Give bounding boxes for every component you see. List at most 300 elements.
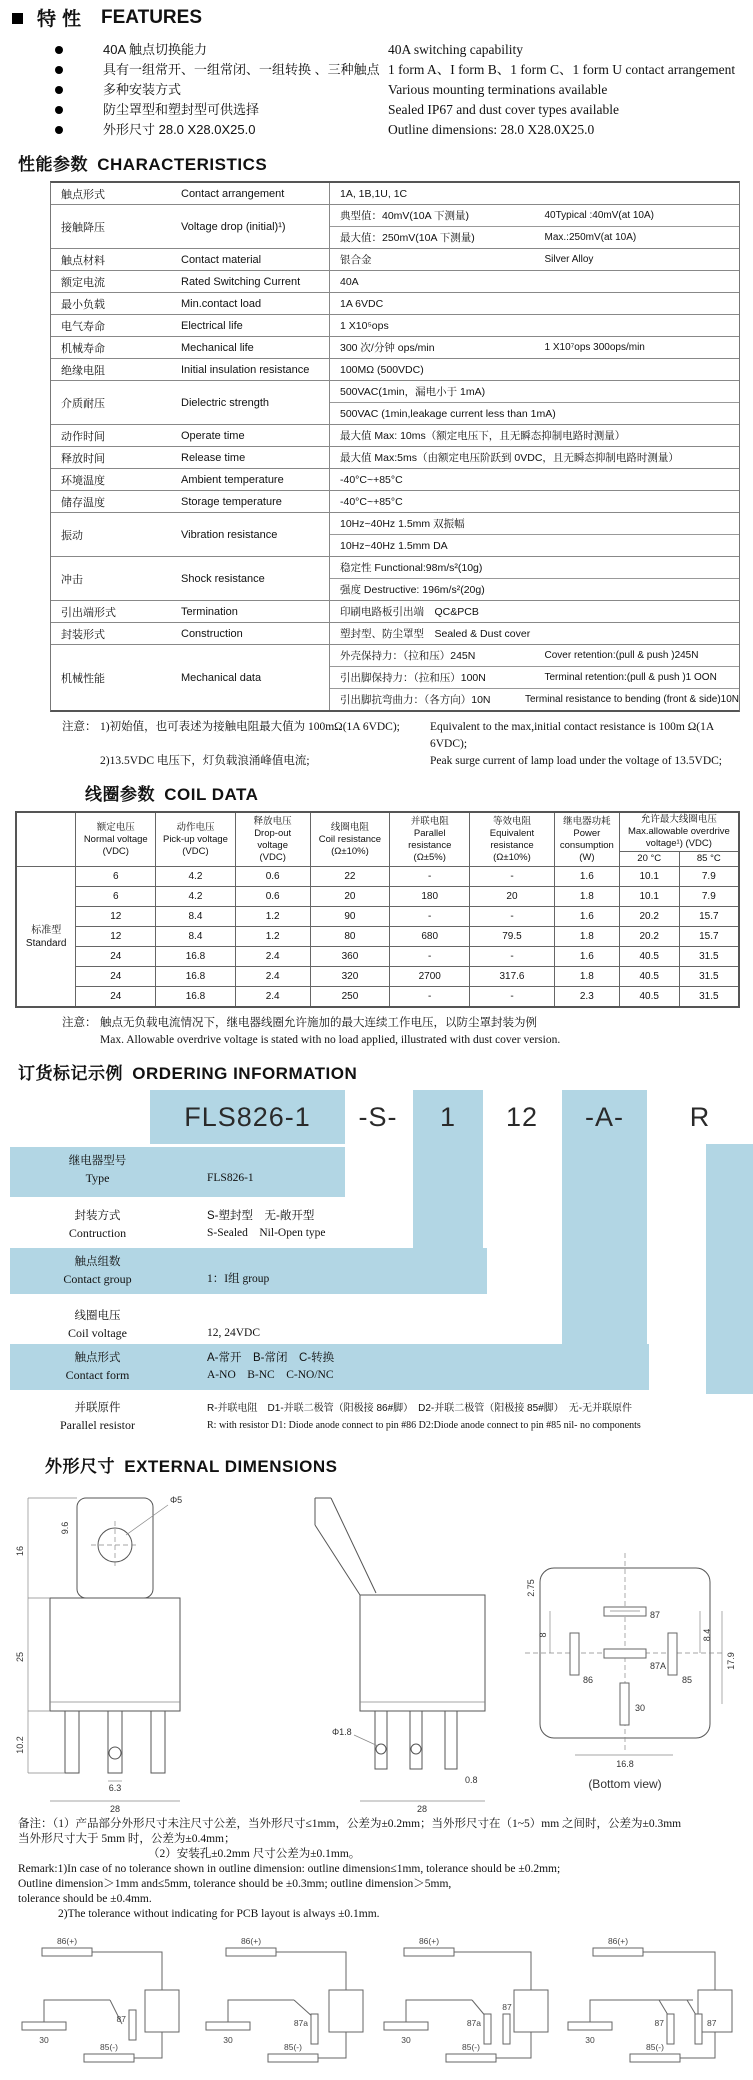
coil-cell: 31.5 xyxy=(679,947,739,967)
row-label-en: Shock resistance xyxy=(181,572,265,585)
value-line xyxy=(330,315,739,336)
coil-group-header xyxy=(16,812,76,867)
header-en: Max.allowable overdrive xyxy=(627,826,730,837)
value-line xyxy=(330,688,739,710)
row-label-en: Storage temperature xyxy=(181,495,282,508)
coil-cell: 180 xyxy=(390,887,470,907)
dim-body-height: 25 xyxy=(15,1651,25,1663)
feature-cn: 多种安装方式 xyxy=(103,82,182,97)
dim-tab-height: 16 xyxy=(15,1545,25,1557)
header-unit: (Ω±10%) xyxy=(331,845,369,857)
row-label-en: Release time xyxy=(181,451,246,464)
feature-cn: 防尘罩型和塑封型可供选择 xyxy=(103,102,260,117)
ordering-row-content xyxy=(0,1202,753,1242)
feature-en: 1 form A、I form B、1 form C、1 form U contact arrangement xyxy=(388,62,736,77)
value-cell: 100MΩ (500VDC) xyxy=(340,363,424,376)
row-label-cn: 介质耐压 xyxy=(61,397,105,410)
coil-cell: 24 xyxy=(76,987,156,1008)
coil-cell: 7.9 xyxy=(679,867,739,887)
bullet-icon xyxy=(55,106,63,114)
value-cell: 典型值：40mV(10A 下测量) xyxy=(340,210,469,222)
pin-87a: 87A xyxy=(650,1661,667,1671)
row-label-en: Operate time xyxy=(181,429,245,442)
row-values xyxy=(330,359,739,380)
coil-cell: 6 xyxy=(76,867,156,887)
pin-86: 86 xyxy=(583,1675,594,1685)
header-unit: (Ω±10%) xyxy=(493,851,531,863)
coil-cell: 680 xyxy=(390,927,470,947)
coil-cell: 1.6 xyxy=(554,907,619,927)
dim-hole-dia: Φ5 xyxy=(170,1495,183,1505)
value-line xyxy=(330,359,739,380)
ordering-line xyxy=(0,1325,753,1342)
group-en: Standard xyxy=(25,937,67,949)
coil-group-cell xyxy=(16,867,76,1008)
label-85: 85(-) xyxy=(283,2042,302,2052)
label-85: 85(-) xyxy=(645,2042,664,2052)
row-label-cn: 机械寿命 xyxy=(61,342,105,355)
value-line xyxy=(330,557,739,578)
row-label-cn: 冲击 xyxy=(61,573,83,586)
value-cell: 塑封型、防尘罩型 Sealed & Dust cover xyxy=(340,628,531,640)
value-cell: 外壳保持力：（拉和压）245N xyxy=(340,650,476,662)
label-85: 85(-) xyxy=(462,2042,481,2052)
coil-cell: 8.4 xyxy=(156,907,236,927)
bottom-view-caption: (Bottom view) xyxy=(588,1777,662,1791)
bottom-view xyxy=(525,1553,736,1791)
value-line xyxy=(330,623,739,644)
coil-cell: 1.6 xyxy=(554,947,619,967)
characteristics-notes xyxy=(62,719,753,770)
value-line xyxy=(330,337,739,358)
row-label xyxy=(51,271,330,292)
header-en: Coil resistance xyxy=(318,833,382,845)
label-87: 87 xyxy=(502,2002,513,2012)
coil-cell: 20.2 xyxy=(619,927,679,947)
characteristics-row xyxy=(51,491,739,513)
row-values xyxy=(330,491,739,512)
dimensions-title xyxy=(0,1452,753,1477)
dim-pin-hole-dia: Φ1.8 xyxy=(332,1727,352,1737)
ordering-label-en: Type xyxy=(85,1171,110,1185)
coil-row xyxy=(16,887,739,907)
ordering-value xyxy=(195,1308,753,1325)
note-cn: 2)13.5VDC 电压下，灯负载浪涌峰值电流; xyxy=(100,755,310,767)
row-label xyxy=(51,645,330,710)
features-title-cn: 特性 xyxy=(37,9,88,30)
row-values xyxy=(330,645,739,710)
characteristics-row xyxy=(51,271,739,293)
characteristics-row xyxy=(51,249,739,271)
coil-row xyxy=(16,987,739,1008)
coil-cell: - xyxy=(390,907,470,927)
row-label-en: Construction xyxy=(181,627,243,640)
row-label-en: Contact material xyxy=(181,253,262,266)
value-line xyxy=(330,381,739,402)
coil-cell: 16.8 xyxy=(156,987,236,1008)
ordering-diagram xyxy=(0,1090,753,1442)
value-line xyxy=(330,183,739,204)
ordering-title-cn: 订货标记示例 xyxy=(18,1064,123,1083)
value-cell: 最大值：250mV(10A 下测量) xyxy=(340,232,475,244)
value-line xyxy=(330,402,739,424)
header-unit: (VDC) xyxy=(182,845,209,857)
ordering-title-en: ORDERING INFORMATION xyxy=(132,1064,358,1083)
spacer xyxy=(62,1032,100,1049)
dim-side-width: 28 xyxy=(416,1804,428,1813)
value-cell: 500VAC(1min，漏电小于 1mA) xyxy=(340,386,486,398)
row-label-en: Rated Switching Current xyxy=(181,275,301,288)
coil-cell: 16.8 xyxy=(156,947,236,967)
coil-header-power xyxy=(554,812,619,867)
ordering-label-cn: 继电器型号 xyxy=(68,1155,127,1167)
row-values xyxy=(330,315,739,336)
value-cell: Max.:250mV(at 10A) xyxy=(544,232,637,243)
row-label xyxy=(51,469,330,490)
value-line xyxy=(330,271,739,292)
ordering-value: A-NO B-NC C-NO/NC xyxy=(207,1369,334,1381)
ordering-row xyxy=(0,1344,753,1390)
row-values xyxy=(330,271,739,292)
header-en: Pick-up voltage xyxy=(162,833,228,845)
characteristics-row xyxy=(51,205,739,249)
row-label-en: Vibration resistance xyxy=(181,528,278,541)
coil-cell: 15.7 xyxy=(679,907,739,927)
feature-cn: 具有一组常开、一组常闭、一组转换 、三种触点 xyxy=(103,62,380,77)
ordering-code-segment: FLS826-1 xyxy=(150,1090,345,1144)
header-unit: (VDC) xyxy=(259,851,286,863)
header-en: Drop-out voltage xyxy=(254,827,292,851)
coil-row xyxy=(16,947,739,967)
ordering-line xyxy=(0,1417,753,1434)
feature-item xyxy=(55,40,753,60)
coil-note xyxy=(62,1015,753,1049)
note-en: Equivalent to the max,initial contact resistance is 100m Ω(1A 6VDC); xyxy=(430,721,714,750)
feature-item xyxy=(55,80,753,100)
label-87: 87 xyxy=(116,2014,126,2024)
coil-cell: - xyxy=(470,987,555,1008)
value-cell: 1 X10⁷ops 300ops/min xyxy=(544,342,645,353)
row-label-cn: 触点材料 xyxy=(61,254,105,267)
row-label xyxy=(51,359,330,380)
ordering-row xyxy=(0,1394,753,1440)
row-values xyxy=(330,381,739,424)
characteristics-row xyxy=(51,513,739,557)
value-line xyxy=(330,601,739,622)
label-30: 30 xyxy=(401,2035,412,2045)
coil-cell: - xyxy=(390,987,470,1008)
row-values xyxy=(330,205,739,248)
dim-span-height: 17.9 xyxy=(726,1652,736,1670)
dimension-drawings xyxy=(10,1483,750,1813)
label-86: 86(+) xyxy=(240,1936,261,1946)
remark-line-en: 2)The tolerance without indicating for PCB layout is always ±0.1mm. xyxy=(58,1908,380,1920)
dim-pin-length: 10.2 xyxy=(15,1736,25,1754)
dim-hole-offset: 9.6 xyxy=(60,1521,70,1535)
ordering-label-cn: 触点形式 xyxy=(74,1352,121,1364)
remark-line-en: Outline dimension＞1mm and≤5mm, tolerance should be ±0.3mm; outline dimension＞5mm, xyxy=(18,1878,452,1890)
coil-cell: 6 xyxy=(76,887,156,907)
coil-header-resistance xyxy=(310,812,390,867)
header-cn: 继电器功耗 xyxy=(563,815,611,827)
ordering-value: A-常开 B-常闭 C-转换 xyxy=(207,1352,335,1364)
ordering-row-content xyxy=(0,1344,753,1384)
row-values xyxy=(330,513,739,556)
row-label-en: Mechanical life xyxy=(181,341,254,354)
note-row xyxy=(62,719,753,753)
dim-pin-thickness: 0.8 xyxy=(465,1775,478,1785)
coil-cell: 2700 xyxy=(390,967,470,987)
ordering-value: S-塑封型 无-敞开型 xyxy=(207,1210,315,1222)
coil-cell: 31.5 xyxy=(679,987,739,1008)
value-line xyxy=(330,469,739,490)
circuit-form-c xyxy=(379,1930,557,2080)
row-label-cn: 引出端形式 xyxy=(61,606,116,619)
row-label xyxy=(51,381,330,424)
value-cell: 500VAC (1min,leakage current less than 1mA) xyxy=(340,407,556,420)
value-line xyxy=(330,425,739,446)
value-cell: Silver Alloy xyxy=(544,254,594,265)
characteristics-title-cn: 性能参数 xyxy=(18,155,88,174)
coil-cell: 16.8 xyxy=(156,967,236,987)
characteristics-row xyxy=(51,183,739,205)
coil-note-cn: 触点无负载电流情况下，继电器线圈允许施加的最大连续工作电压，以防尘罩封装为例 xyxy=(100,1017,537,1029)
characteristics-title-en: CHARACTERISTICS xyxy=(97,155,268,174)
coil-header-85c: 85 °C xyxy=(679,852,739,867)
coil-header-dropout xyxy=(235,812,310,867)
row-values xyxy=(330,293,739,314)
value-line xyxy=(330,513,739,534)
note-en: Peak surge current of lamp load under the voltage of 13.5VDC; xyxy=(430,755,723,767)
value-cell: 银合金 xyxy=(340,254,372,266)
row-label-en: Min.contact load xyxy=(181,297,262,310)
coil-cell: 0.6 xyxy=(235,867,310,887)
ordering-code-segment: 12 xyxy=(505,1102,539,1132)
ordering-line xyxy=(0,1208,753,1225)
ordering-value: 12, 24VDC xyxy=(207,1327,261,1339)
row-label-en: Ambient temperature xyxy=(181,473,284,486)
value-cell: 40Typical :40mV(at 10A) xyxy=(544,210,654,221)
row-label-en: Initial insulation resistance xyxy=(181,363,310,376)
coil-cell: 250 xyxy=(310,987,390,1008)
coil-cell: 0.6 xyxy=(235,887,310,907)
label-87: 87 xyxy=(706,2018,717,2028)
wiring-diagrams xyxy=(12,1930,741,2080)
row-label xyxy=(51,183,330,204)
ordering-row-content xyxy=(0,1394,753,1434)
ordering-code-segment: R xyxy=(689,1102,711,1132)
value-line xyxy=(330,249,739,270)
value-cell: -40°C~+85°C xyxy=(340,495,403,508)
value-line xyxy=(330,205,739,226)
header-cn: 额定电压 xyxy=(96,821,135,833)
value-line xyxy=(330,645,739,666)
value-cell: Terminal retention:(pull & push )1 OON xyxy=(544,672,717,683)
coil-header-equivalent xyxy=(470,812,555,867)
coil-cell: 40.5 xyxy=(619,947,679,967)
coil-cell: 2.4 xyxy=(235,967,310,987)
feature-en: Outline dimensions: 28.0 X28.0X25.0 xyxy=(388,122,595,137)
row-values xyxy=(330,249,739,270)
remark-line-cn: （2）安装孔±0.2mm 尺寸公差为±0.1mm。 xyxy=(148,1848,361,1860)
ordering-line xyxy=(0,1153,753,1170)
coil-cell: 1.8 xyxy=(554,967,619,987)
label-30: 30 xyxy=(39,2035,49,2045)
feature-en: 40A switching capability xyxy=(388,42,523,57)
ordering-line xyxy=(0,1271,753,1288)
dim-pitch-left: 8 xyxy=(538,1632,548,1638)
note-prefix xyxy=(62,753,100,770)
feature-en: Various mounting terminations available xyxy=(388,82,608,97)
ordering-line xyxy=(0,1400,753,1417)
coil-cell: 10.1 xyxy=(619,887,679,907)
coil-cell: 2.4 xyxy=(235,947,310,967)
row-values xyxy=(330,337,739,358)
pin-85: 85 xyxy=(682,1675,693,1685)
coil-cell: 24 xyxy=(76,947,156,967)
dim-pitch-right: 8.4 xyxy=(702,1628,712,1642)
characteristics-row xyxy=(51,469,739,491)
row-label-cn: 触点形式 xyxy=(61,188,105,201)
value-cell: 引出脚抗弯曲力：（各方向）10N xyxy=(340,694,491,706)
row-label xyxy=(51,425,330,446)
ordering-value xyxy=(195,1254,753,1271)
bullet-icon xyxy=(55,86,63,94)
coil-row xyxy=(16,867,739,887)
ordering-row xyxy=(0,1202,753,1242)
value-cell: 300 次/分钟 ops/min xyxy=(340,342,435,354)
ordering-label-cn: 线圈电压 xyxy=(74,1310,121,1322)
row-label-cn: 动作时间 xyxy=(61,430,105,443)
coil-cell: 2.3 xyxy=(554,987,619,1008)
coil-cell: 80 xyxy=(310,927,390,947)
coil-title-cn: 线圈参数 xyxy=(85,785,155,804)
feature-item xyxy=(55,120,753,140)
ordering-label-en: Contruction xyxy=(68,1226,127,1240)
coil-note-en: Max. Allowable overdrive voltage is stated with no load applied, illustrated with dust cover version. xyxy=(100,1034,561,1046)
coil-cell: 12 xyxy=(76,907,156,927)
ordering-value xyxy=(195,1153,753,1170)
row-label xyxy=(51,293,330,314)
header-cn: 允许最大线圈电压 xyxy=(640,814,717,825)
row-label-en: Voltage drop (initial)¹) xyxy=(181,220,286,233)
coil-header-20c: 20 °C xyxy=(619,852,679,867)
coil-cell: 4.2 xyxy=(156,867,236,887)
coil-cell: 1.8 xyxy=(554,927,619,947)
ordering-line xyxy=(0,1254,753,1271)
coil-cell: - xyxy=(390,867,470,887)
row-label xyxy=(51,623,330,644)
coil-row xyxy=(16,907,739,927)
bullet-icon xyxy=(55,46,63,54)
ordering-code-segment: 1 xyxy=(413,1090,483,1144)
row-label-en: Contact arrangement xyxy=(181,187,285,200)
label-87: 87 xyxy=(654,2018,664,2028)
value-line xyxy=(330,578,739,600)
header-cn: 并联电阻 xyxy=(410,815,449,827)
header-cn: 线圈电阻 xyxy=(330,821,369,833)
value-cell: -40°C~+85°C xyxy=(340,473,403,486)
value-cell: 稳定性 Functional:98m/s²(10g) xyxy=(340,562,483,574)
row-values xyxy=(330,601,739,622)
value-line xyxy=(330,226,739,248)
characteristics-row xyxy=(51,359,739,381)
ordering-code-segment: -A- xyxy=(562,1090,647,1144)
features-title xyxy=(0,0,753,31)
note-prefix: 注意： xyxy=(62,721,97,733)
row-label-cn: 最小负载 xyxy=(61,298,105,311)
characteristics-table xyxy=(50,181,740,712)
header-unit: (W) xyxy=(579,851,595,863)
coil-cell: 4.2 xyxy=(156,887,236,907)
characteristics-row xyxy=(51,557,739,601)
header-en: voltage¹) (VDC) xyxy=(645,838,712,849)
coil-cell: 20 xyxy=(310,887,390,907)
coil-cell: 8.4 xyxy=(156,927,236,947)
row-label xyxy=(51,447,330,468)
ordering-value: R: with resistor D1: Diode anode connect to pin #86 D2:Diode anode connect to pin #85 nil- no components xyxy=(207,1420,641,1431)
bullet-icon xyxy=(55,66,63,74)
circuit-form-a xyxy=(12,1930,190,2080)
ordering-row-content xyxy=(0,1248,753,1288)
label-85: 85(-) xyxy=(100,2042,118,2052)
header-cn: 动作电压 xyxy=(176,821,215,833)
row-label xyxy=(51,557,330,600)
label-87a: 87a xyxy=(467,2018,482,2028)
header-en: Normal voltage xyxy=(83,833,148,845)
features-list xyxy=(55,40,753,140)
coil-cell: 7.9 xyxy=(679,887,739,907)
characteristics-row xyxy=(51,601,739,623)
front-view xyxy=(15,1495,182,1813)
row-label-cn: 电气寿命 xyxy=(61,320,105,333)
ordering-label-en: Parallel resistor xyxy=(60,1418,135,1432)
coil-cell: 90 xyxy=(310,907,390,927)
value-cell: 1 X10⁵ops xyxy=(340,319,389,332)
coil-cell: 1.8 xyxy=(554,887,619,907)
ordering-label-en: Contact group xyxy=(63,1272,132,1286)
row-values xyxy=(330,623,739,644)
ordering-row xyxy=(0,1248,753,1294)
coil-cell: 79.5 xyxy=(470,927,555,947)
value-cell: 40A xyxy=(340,275,359,288)
value-cell: Terminal resistance to bending (front & side)10N xyxy=(525,694,739,705)
dimensions-title-en: EXTERNAL DIMENSIONS xyxy=(124,1457,338,1476)
label-87a: 87a xyxy=(293,2018,308,2028)
remark-line-cn: 当外形尺寸大于 5mm 时，公差为±0.4mm； xyxy=(18,1833,236,1845)
row-label-en: Electrical life xyxy=(181,319,243,332)
note-cn: 1)初始值，也可表述为接触电阻最大值为 100mΩ(1A 6VDC); xyxy=(100,721,400,733)
remark-block xyxy=(18,1817,753,1922)
value-cell: 10Hz~40Hz 1.5mm DA xyxy=(340,539,448,552)
pin-87: 87 xyxy=(650,1610,661,1620)
coil-cell: - xyxy=(470,907,555,927)
coil-cell: 40.5 xyxy=(619,987,679,1008)
characteristics-row xyxy=(51,447,739,469)
characteristics-row xyxy=(51,425,739,447)
ordering-row xyxy=(0,1147,753,1197)
ordering-value: S-Sealed Nil-Open type xyxy=(207,1227,326,1239)
row-label xyxy=(51,601,330,622)
coil-cell: 317.6 xyxy=(470,967,555,987)
value-line xyxy=(330,447,739,468)
label-86: 86(+) xyxy=(419,1936,440,1946)
header-en: Equivalent resistance xyxy=(489,827,535,851)
coil-cell: 320 xyxy=(310,967,390,987)
row-label xyxy=(51,249,330,270)
ordering-label-cn: 触点组数 xyxy=(74,1256,121,1268)
row-values xyxy=(330,425,739,446)
